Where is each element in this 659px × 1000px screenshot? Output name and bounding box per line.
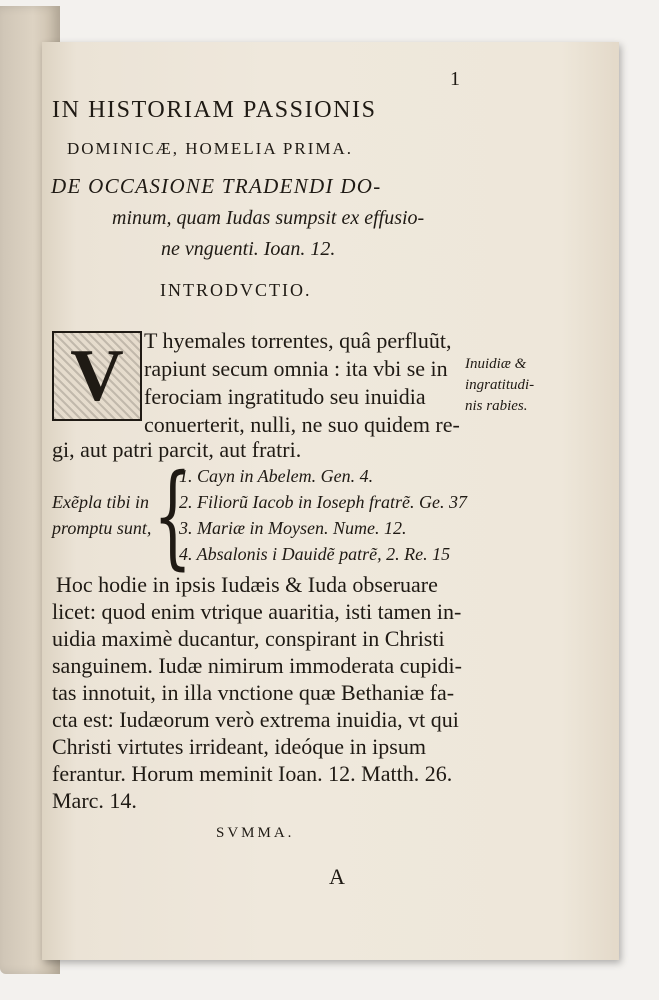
title-line-2: DOMINICÆ, HOMELIA PRIMA.	[67, 139, 354, 158]
title-line-1: IN HISTORIAM PASSIONIS	[52, 97, 377, 123]
paragraph-line: T hyemales torrentes, quâ perfluũt,	[144, 328, 452, 353]
section-heading: INTRODVCTIO.	[160, 280, 312, 300]
paragraph-line: tas innotuit, in illa vnctione quæ Bethaniæ fa-	[52, 680, 455, 705]
paragraph-line: ferociam ingratitudo seu inuidia	[144, 384, 426, 409]
paragraph-line: rapiunt secum omnia : ita vbi se in	[144, 356, 448, 381]
examples-lead-line: Exẽpla tibi in	[52, 492, 149, 512]
paragraph-line: conuerterit, nulli, ne suo quidem re-	[144, 412, 460, 437]
paragraph-line: sanguinem. Iudæ nimirum immoderata cupidi-	[52, 653, 462, 678]
curly-brace: {	[153, 451, 193, 581]
signature-mark: A	[329, 864, 345, 889]
title-line-4: minum, quam Iudas sumpsit ex effusio-	[112, 207, 425, 229]
examples-lead-line: promptu sunt,	[52, 518, 152, 538]
paragraph-line: Hoc hodie in ipsis Iudæis & Iuda obseruare	[56, 572, 438, 597]
example-item: 2. Filiorũ Iacob in Ioseph fratrẽ. Ge. 37	[179, 492, 467, 512]
margin-note-line: nis rabies.	[465, 398, 528, 414]
catchword: SVMMA.	[216, 825, 295, 841]
page-number: 1	[450, 68, 460, 90]
margin-note-line: Inuidiæ &	[465, 356, 527, 372]
title-line-5: ne vnguenti. Ioan. 12.	[161, 238, 336, 260]
paragraph-line: licet: quod enim vtrique auaritia, isti tamen in-	[52, 599, 462, 624]
example-item: 1. Cayn in Abelem. Gen. 4.	[179, 466, 374, 486]
book-page	[42, 42, 619, 960]
paragraph-line: Christi virtutes irrideant, ideóque in ipsum	[52, 734, 426, 759]
paragraph-line: gi, aut patri parcit, aut fratri.	[52, 437, 302, 462]
example-item: 4. Absalonis i Dauidẽ patrẽ, 2. Re. 15	[179, 544, 451, 564]
decorated-initial	[52, 331, 142, 421]
title-line-3: DE OCCASIONE TRADENDI DO-	[51, 174, 382, 198]
paragraph-line: ferantur. Horum meminit Ioan. 12. Matth. 26.	[52, 761, 453, 786]
drop-cap-letter: V	[70, 335, 124, 417]
paragraph-line: uidia maximè ducantur, conspirant in Christi	[52, 626, 445, 651]
paragraph-line: cta est: Iudæorum verò extrema inuidia, vt qui	[52, 707, 459, 732]
paragraph-line: Marc. 14.	[52, 788, 137, 813]
margin-note-line: ingratitudi-	[465, 377, 535, 393]
example-item: 3. Mariæ in Moysen. Nume. 12.	[179, 518, 407, 538]
